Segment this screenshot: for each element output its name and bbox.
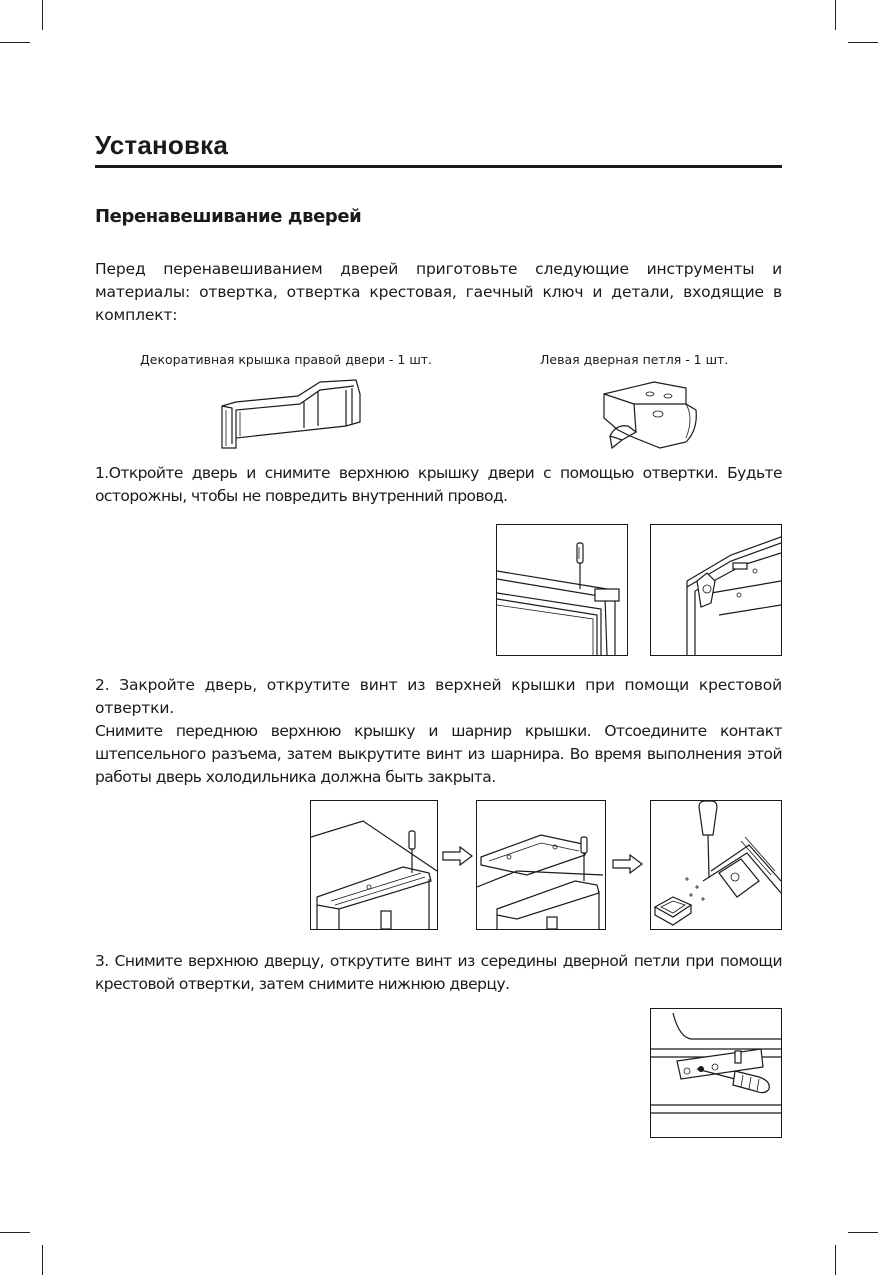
step-1-figure-b bbox=[650, 524, 782, 656]
door-cover-icon bbox=[218, 376, 366, 452]
crop-mark bbox=[848, 1232, 878, 1233]
step-2-figure-c bbox=[650, 800, 782, 930]
title-rule bbox=[95, 165, 782, 168]
crop-mark bbox=[42, 1245, 43, 1275]
step-1-figure-a bbox=[496, 524, 628, 656]
part-caption-door-cover: Декоративная крышка правой двери - 1 шт. bbox=[140, 352, 433, 367]
crop-mark bbox=[0, 1232, 30, 1233]
door-hinge-icon bbox=[590, 378, 702, 452]
section-title: Перенавешивание дверей bbox=[95, 206, 362, 227]
right-arrow-icon bbox=[612, 854, 644, 874]
step-3-figure bbox=[650, 1008, 782, 1138]
crop-mark bbox=[0, 42, 30, 43]
step-2-text-detail: Снимите переднюю верхнюю крышку и шарнир крышки. Отсоедините контакт штепсельного разъема, затем выкрутите винт из шарнира. Во время выполнения этой работы дверь холодильника должна быть закрыта. bbox=[95, 722, 782, 786]
crop-mark bbox=[848, 42, 878, 43]
intro-paragraph: Перед перенавешиванием дверей приготовьте следующие инструменты и материалы: отвертка, отвертка крестовая, гаечный ключ и детали, входящие в комплект: bbox=[95, 260, 782, 324]
page-title: Установка bbox=[95, 130, 229, 160]
step-2-text: 2. Закройте дверь, открутите винт из верхней крышки при помощи крестовой отвертки. bbox=[95, 676, 782, 717]
step-1-text: 1.Откройте дверь и снимите верхнюю крышку двери с помощью отвертки. Будьте осторожны, чтобы не повредить внутренний провод. bbox=[95, 464, 782, 505]
part-caption-door-hinge: Левая дверная петля - 1 шт. bbox=[540, 352, 729, 367]
right-arrow-icon bbox=[442, 846, 474, 866]
step-3-text: 3. Снимите верхнюю дверцу, открутите винт из середины дверной петли при помощи крестовой отвертки, затем снимите нижнюю дверцу. bbox=[95, 952, 782, 993]
crop-mark bbox=[42, 0, 43, 30]
step-2-figure-a bbox=[310, 800, 438, 930]
crop-mark bbox=[835, 0, 836, 30]
step-2-figure-b bbox=[476, 800, 606, 930]
crop-mark bbox=[835, 1245, 836, 1275]
